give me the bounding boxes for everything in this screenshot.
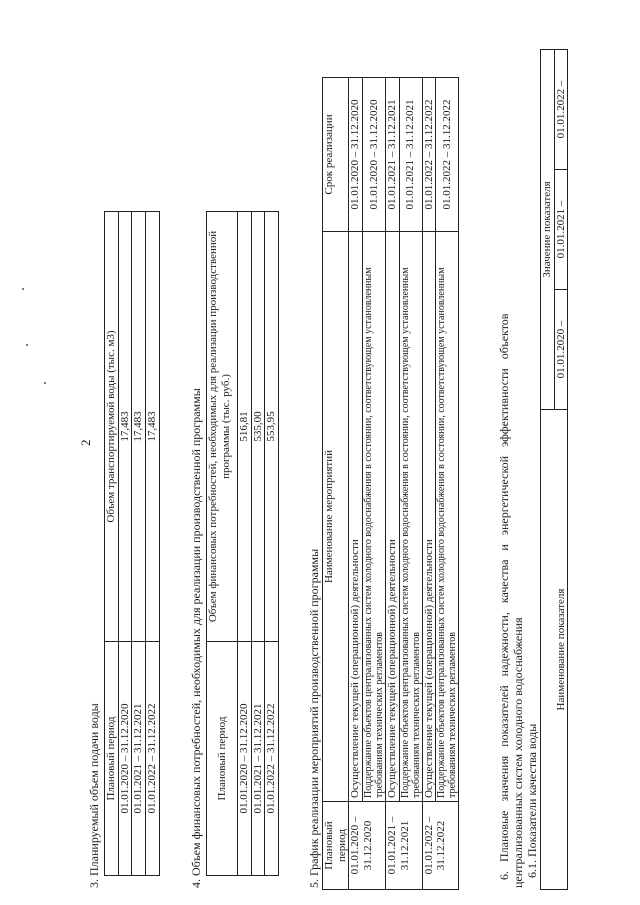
table-row — [436, 78, 459, 890]
col-name: Наименование мероприятий — [323, 232, 349, 802]
col-indicator-value: Значение показателя — [541, 49, 555, 409]
measure-cell: Осуществление текущей (операционной) деятельности — [385, 232, 399, 802]
term-cell: 01.01.2020 – 31.12.2020 — [362, 78, 385, 232]
measure-cell: Поддержание объектов централизованных систем холодного водоснабжения в состоянии, соответствующем установленным требованиям технических регламентов — [362, 232, 385, 802]
year-cell: 01.01.2020 – — [554, 290, 568, 410]
table-row — [238, 212, 252, 876]
table-row — [422, 78, 436, 890]
year-cell: 01.01.2021 – — [554, 170, 568, 290]
col-volume: Объем финансовых потребностей, необходимых для реализации производственной программы (тыс. руб.) — [207, 212, 238, 642]
term-cell: 01.01.2021 – 31.12.2021 — [385, 78, 399, 232]
table-header-row — [207, 212, 238, 876]
period-cell: 01.01.2021 – 31.12.2021 — [385, 802, 422, 890]
table-row — [132, 212, 146, 876]
section6-heading-line2: централизованных систем холодного водоснабжения — [511, 617, 525, 888]
value-cell: 516,81 — [238, 212, 252, 642]
section6-table — [540, 49, 568, 890]
scan-speck — [44, 382, 46, 384]
measure-cell: Осуществление текущей (операционной) деятельности — [349, 232, 363, 802]
table-row — [145, 212, 159, 876]
col-term: Срок реализации — [323, 78, 349, 232]
year-cell: 01.01.2022 – — [554, 49, 568, 169]
page-number: 2 — [78, 439, 93, 446]
period-cell: 01.01.2021 – 31.12.2021 — [132, 642, 146, 876]
value-cell: 17,483 — [118, 212, 132, 642]
table-header-row — [105, 212, 119, 876]
rotated-document — [84, 32, 584, 892]
col-period: Плановый период — [105, 642, 119, 876]
value-cell: 535,00 — [251, 212, 265, 642]
measure-cell: Поддержание объектов централизованных систем холодного водоснабжения в состоянии, соответствующем установленным требованиям технических регламентов — [436, 232, 459, 802]
period-cell: 01.01.2021 – 31.12.2021 — [251, 642, 265, 876]
col-period: Плановый период — [323, 802, 349, 890]
table-row — [251, 212, 265, 876]
table-row — [265, 212, 279, 876]
col-indicator-name: Наименование показателя — [541, 410, 568, 890]
table-row — [399, 78, 422, 890]
measure-cell: Осуществление текущей (операционной) деятельности — [422, 232, 436, 802]
term-cell: 01.01.2022 – 31.12.2022 — [436, 78, 459, 232]
section4-heading: 4. Объем финансовых потребностей, необходимых для реализации производственной программы — [189, 388, 203, 888]
section6-subheading: 6.1. Показатели качества воды — [525, 723, 539, 878]
period-cell: 01.01.2022 – 31.12.2022 — [265, 642, 279, 876]
period-cell: 01.01.2020 – 31.12.2020 — [238, 642, 252, 876]
table-header-row — [323, 78, 349, 890]
period-cell: 01.01.2020 – 31.12.2020 — [118, 642, 132, 876]
period-cell: 01.01.2022 – 31.12.2022 — [422, 802, 459, 890]
value-cell: 17,483 — [132, 212, 146, 642]
value-cell: 17,483 — [145, 212, 159, 642]
table-header-row — [541, 49, 555, 889]
section5-table — [322, 77, 459, 890]
section6-heading-line1: 6. Плановые значения показателей надежности, качества и энергетической эффективности объектов — [497, 313, 511, 880]
table-row — [118, 212, 132, 876]
period-cell: 01.01.2020 – 31.12.2020 — [349, 802, 386, 890]
scan-speck — [26, 344, 28, 346]
value-cell: 553,95 — [265, 212, 279, 642]
section3-heading: 3. Планируемый объем подачи воды — [87, 703, 101, 888]
term-cell: 01.01.2022 – 31.12.2022 — [422, 78, 436, 232]
period-cell: 01.01.2022 – 31.12.2022 — [145, 642, 159, 876]
table-row — [349, 78, 363, 890]
col-period: Плановый период — [207, 642, 238, 876]
section3-table — [104, 211, 160, 876]
term-cell: 01.01.2021 – 31.12.2021 — [399, 78, 422, 232]
section4-table — [206, 211, 279, 876]
scan-speck — [22, 288, 24, 290]
table-row — [385, 78, 399, 890]
measure-cell: Поддержание объектов централизованных систем холодного водоснабжения в состоянии, соответствующем установленным требованиям технических регламентов — [399, 232, 422, 802]
section5-heading: 5. График реализации мероприятий производственной программы — [307, 548, 321, 888]
table-row — [362, 78, 385, 890]
term-cell: 01.01.2020 – 31.12.2020 — [349, 78, 363, 232]
col-volume: Объем транспортируемой воды (тыс. м3) — [105, 212, 119, 642]
